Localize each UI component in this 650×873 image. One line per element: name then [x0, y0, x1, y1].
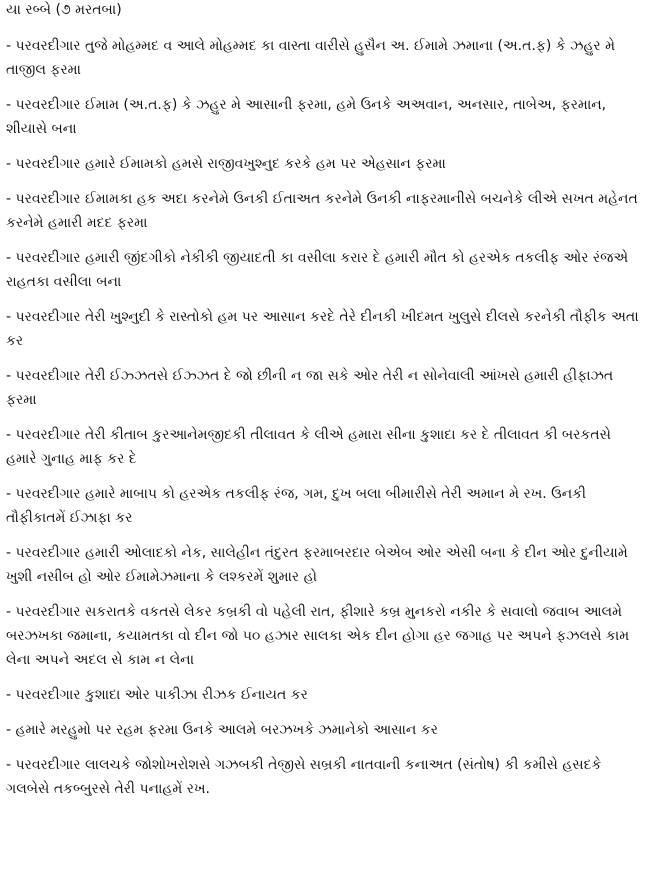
prayer-item: - પરવરદીગાર તેરી ખુશ્નુદી કે રાસ્તોકો હમ પર આસાન કરદે તેરે દીનકી ખીદમત ખુલુસે દીલસે કરનેકી તૌફીક અતા કર: [6, 309, 639, 349]
prayer-item: - પરવરદીગાર લાલચકે જોશોખરોશસે ગઝબકી તેજીસે સબ્રકી નાતવાની કનાઅત (સંતોષ) કી કમીસે હસદકે ગલબેસે તકબ્બુરસે તેરી પનાહમેં રખ.: [6, 757, 602, 797]
prayer-item: - પરવરદીગાર હમારે ઈમામકો હમસે રાજીવખુશ્નુદ કરકે હમ પર એહસાન ફરમા: [6, 156, 446, 172]
prayer-item: - પરવરદીગાર તેરી ઈઝ્ઝતસે ઈઝ્ઝત દે જો છીની ન જા સકે ઓર તેરી ન સોનેવાલી આંખસે હમારી હીફાઝત ફરમા: [6, 368, 614, 408]
prayer-item: - હમારે મરહુમો પર રહમ ફરમા ઉનકે આલમે બરઝખકે ઝમાનેકો આસાન કર: [6, 722, 438, 738]
prayer-item: - પરવરદીગાર સકરાતકે વકતસે લેકર કબ્રકી વો પહેલી રાત, ફીશારે કબ્ર મુનકરો નકીર કે સવાલો જવાબ આલમે બરઝખકા જમાના, કયામતકા વો દીન જો ૫૦ હઝાર સાલકા એક દીન હોગા હર જગાહ પર અપને ફઝલસે કામ લેના અપને અદલ સે કામ ન લેના: [6, 604, 630, 668]
prayer-item: - પરવરદીગાર હમારે માબાપ કો હરએક તકલીફ રંજ, ગમ, દુખ બલા બીમારીસે તેરી અમાન મે રખ. ઉનકી તૌફીકાતમેં ઈઝાફા કર: [6, 486, 587, 526]
prayer-list: [6, 34, 644, 801]
document-heading: યા રબ્બે (૭ મરતબા): [6, 2, 122, 18]
prayer-item: - પરવરદીગાર હમારી જીંદગીકો નેકીકી જીયાદતી કા વસીલા કરાર દે હમારી મૌત કો હરએક તકલીફ ઓર રંજએ રાહતકા વસીલા બના: [6, 250, 629, 290]
prayer-item: - પરવરદીગાર ઈમામકા હક અદા કરનેમે ઉનકી ઈતાઅત કરનેમે ઉનકી નાફરમાનીસે બચનેકે લીએ સખત મહેનત કરનેમે હમારી મદદ ફરમા: [6, 191, 638, 231]
prayer-item: - પરવરદીગાર ઈમામ (અ.ત.ફ) કે ઝહુર મે આસાની ફરમા, હમે ઉનકે અઅવાન, અનસાર, તાબેઅ, ફરમાન, શીયાસે બના: [6, 97, 607, 137]
prayer-item: - પરવરદીગાર તુજે મોહમ્મદ વ આલે મોહમ્મદ કા વાસ્તા વારીસે હુસૈન અ. ઈમામે ઝમાના (અ.ત.ફ) કે ઝહુર મે તાજીલ ફરમા: [6, 38, 615, 78]
prayer-item: - પરવરદીગાર હમારી ઓલાદકો નેક, સાલેહીન તંદુરત ફરમાબરદાર બેએબ ઓર એસી બના કે દીન ઓર દુનીયામે ખુશી નસીબ હો ઓર ઈમામેઝમાના કે લશ્કરમેં શુમાર હો: [6, 545, 628, 585]
prayer-item: - પરવરદીગાર કુશાદા ઓર પાકીઝા રીઝક ઈનાયત કર: [6, 687, 308, 703]
prayer-item: - પરવરદીગાર તેરી કીતાબ કુરઆનેમજીદકી તીલાવત કે લીએ હમારા સીના કુશાદા કર દે તીલાવત કી બરકતસે હમારે ગુનાહ માફ કર દે: [6, 427, 611, 467]
